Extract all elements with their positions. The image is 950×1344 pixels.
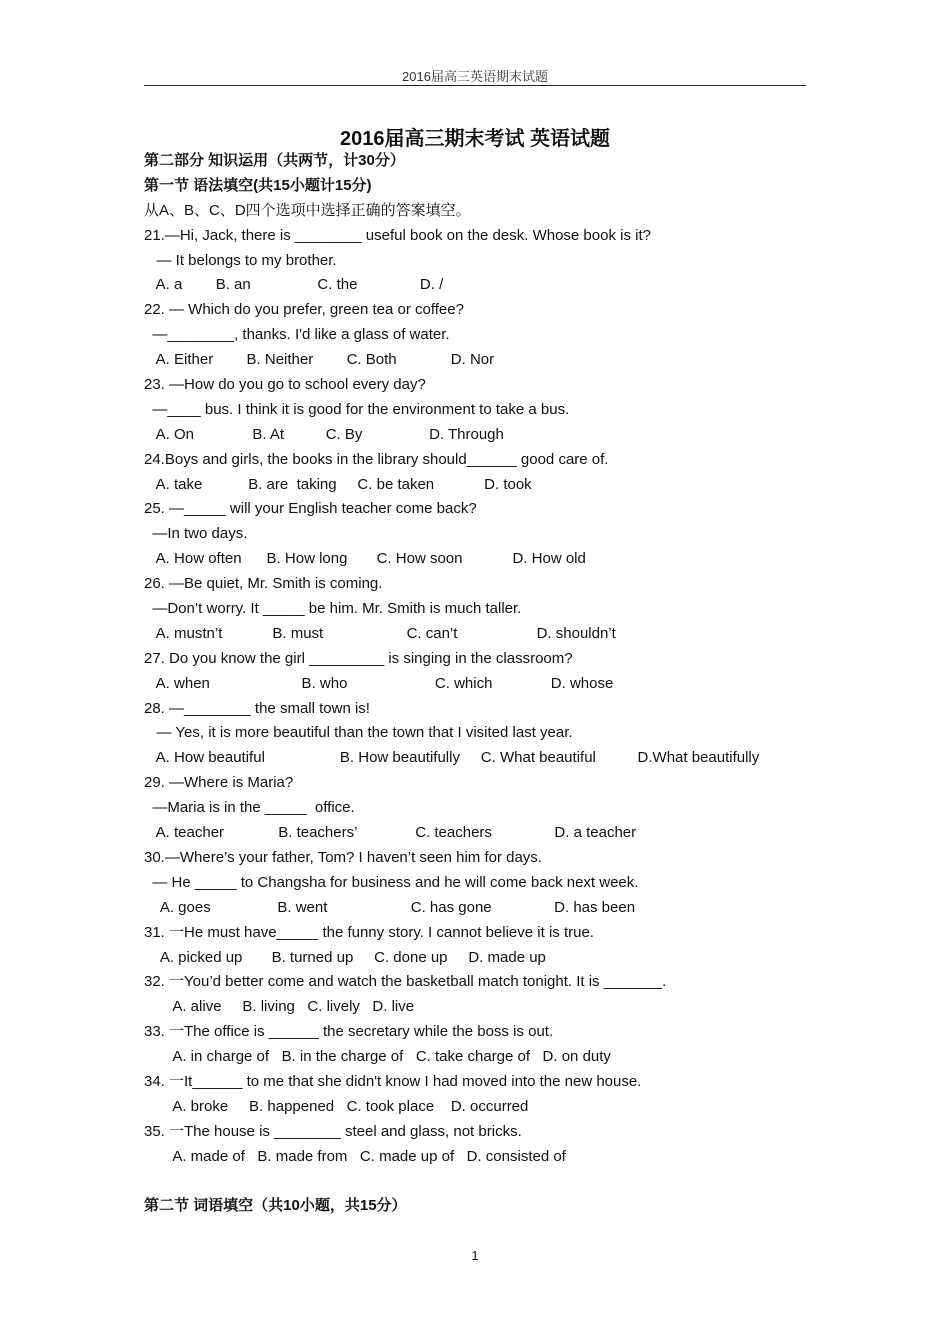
question-response: — It belongs to my brother. (144, 251, 337, 269)
question-34 (144, 1070, 824, 1120)
question-35 (144, 1120, 824, 1170)
question-stem: 26. —Be quiet, Mr. Smith is coming. (144, 575, 383, 593)
question-26 (144, 572, 824, 647)
question-stem: 24.Boys and girls, the books in the library should______ good care of. (144, 450, 609, 468)
question-28 (144, 697, 824, 772)
question-options: A. picked up B. turned up C. done up D. made up (144, 948, 546, 966)
section1-heading: 第一节 语法填空(共15小题计15分) (144, 176, 372, 194)
question-options: A. goes B. went C. has gone D. has been (144, 898, 636, 916)
question-options: A. How beautiful B. How beautifully C. What beautiful D.What beautifully (144, 749, 760, 767)
question-response: — Yes, it is more beautiful than the town that I visited last year. (144, 724, 573, 742)
question-stem: 29. —Where is Maria? (144, 774, 294, 792)
page-number: 1 (471, 1248, 479, 1263)
question-response: —In two days. (144, 525, 248, 543)
question-response: —________, thanks. I'd like a glass of water. (144, 326, 450, 344)
question-29 (144, 771, 824, 846)
question-options: A. in charge of B. in the charge of C. take charge of D. on duty (144, 1048, 611, 1066)
question-options: A. when B. who C. which D. whose (144, 674, 614, 692)
question-stem: 30.—Where’s your father, Tom? I haven’t seen him for days. (144, 848, 542, 866)
question-stem: 22. — Which do you prefer, green tea or coffee? (144, 301, 464, 319)
question-options: A. broke B. happened C. took place D. occurred (144, 1097, 529, 1115)
question-21 (144, 224, 824, 299)
question-30 (144, 846, 824, 921)
part-heading: 第二部分 知识运用（共两节，计30分） (144, 152, 405, 169)
question-stem: 23. —How do you go to school every day? (144, 376, 426, 394)
question-options: A. Either B. Neither C. Both D. Nor (144, 351, 495, 369)
question-22 (144, 298, 824, 373)
question-stem: 25. —_____ will your English teacher come back? (144, 500, 477, 518)
question-stem: 21.—Hi, Jack, there is ________ useful book on the desk. Whose book is it? (144, 226, 651, 244)
question-33 (144, 1020, 824, 1070)
question-25 (144, 497, 824, 572)
question-options: A. a B. an C. the D. / (144, 276, 444, 294)
spacer (144, 1170, 824, 1195)
section1-instruction: 从A、B、C、D四个选项中选择正确的答案填空。 (144, 201, 471, 219)
question-options: A. alive B. living C. lively D. live (144, 998, 415, 1016)
question-stem: 35. 一The house is ________ steel and glass, not bricks. (144, 1122, 522, 1140)
question-options: A. teacher B. teachers’ C. teachers D. a teacher (144, 824, 637, 842)
question-31 (144, 921, 824, 971)
question-options: A. made of B. made from C. made up of D. consisted of (144, 1147, 566, 1165)
question-stem: 33. 一The office is ______ the secretary while the boss is out. (144, 1023, 554, 1041)
question-23 (144, 373, 824, 448)
header-rule (144, 85, 806, 86)
question-27 (144, 647, 824, 697)
question-stem: 31. 一He must have_____ the funny story. I cannot believe it is true. (144, 923, 594, 941)
question-response: —Maria is in the _____ office. (144, 799, 355, 817)
question-stem: 27. Do you know the girl _________ is singing in the classroom? (144, 649, 573, 667)
question-32 (144, 970, 824, 1020)
question-response: — He _____ to Changsha for business and he will come back next week. (144, 873, 639, 891)
question-options: A. How often B. How long C. How soon D. How old (144, 550, 586, 568)
question-response: —Don’t worry. It _____ be him. Mr. Smith is much taller. (144, 600, 522, 618)
document-body (144, 149, 824, 1219)
running-header: 2016届高三英语期末试题 (402, 69, 548, 84)
question-response: —____ bus. I think it is good for the environment to take a bus. (144, 400, 570, 418)
question-stem: 34. 一It______ to me that she didn't know I had moved into the new house. (144, 1072, 642, 1090)
question-options: A. On B. At C. By D. Through (144, 425, 504, 443)
page-title: 2016届高三期末考试 英语试题 (339, 128, 611, 150)
question-options: A. take B. are taking C. be taken D. took (144, 475, 532, 493)
question-24 (144, 448, 824, 498)
section2-heading: 第二节 词语填空（共10小题，共15分） (144, 1197, 407, 1215)
question-options: A. mustn’t B. must C. can’t D. shouldn’t (144, 624, 616, 642)
question-stem: 32. 一You’d better come and watch the basketball match tonight. It is _______. (144, 973, 667, 991)
question-stem: 28. —________ the small town is! (144, 699, 370, 717)
